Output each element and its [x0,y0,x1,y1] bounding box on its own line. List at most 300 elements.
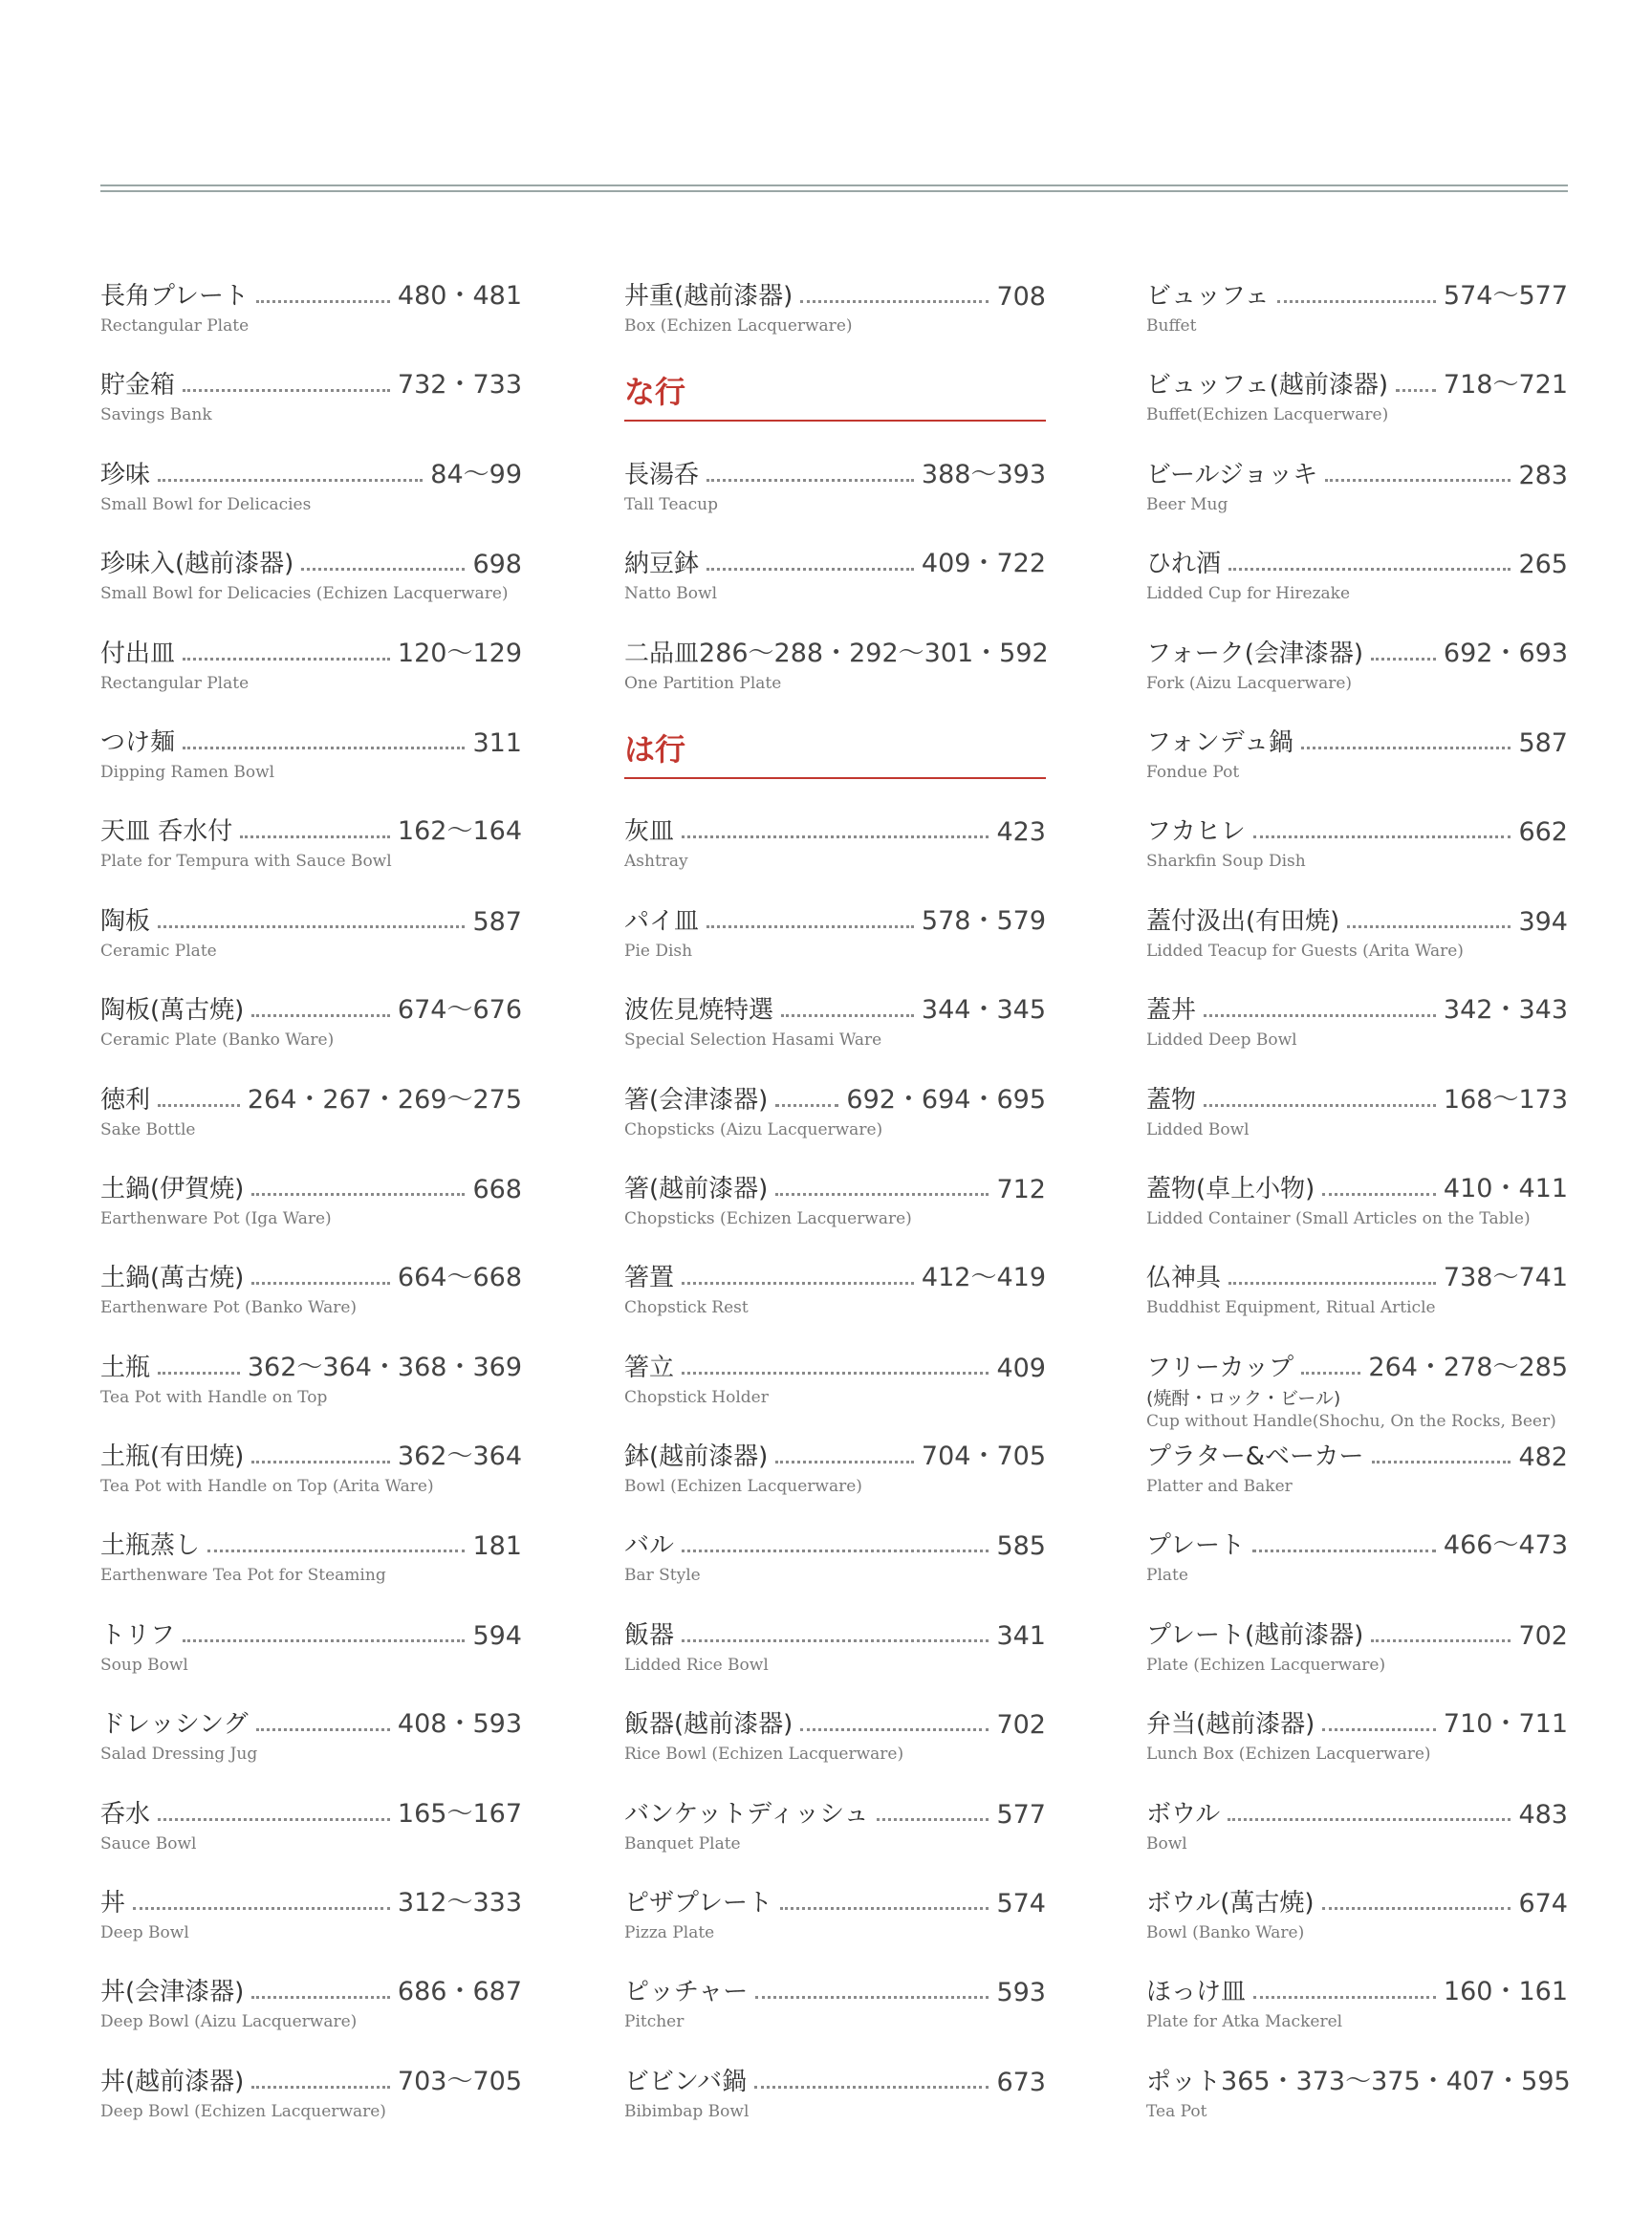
index-entry [100,456,522,545]
entry-pages: 410・411 [1443,1173,1568,1203]
entry-japanese-name: 長角プレート [100,282,249,311]
entry-pages: 312～333 [397,1888,522,1919]
entry-japanese-name: 鉢(越前漆器) [624,1442,769,1472]
entry-english-name: Tea Pot with Handle on Top [100,1387,328,1407]
entry-pages: 732・733 [397,370,522,401]
index-entry [100,1705,522,1794]
index-entry [100,366,522,455]
entry-pages: 702 [1518,1620,1568,1651]
index-entry [624,456,1046,545]
entry-english-name: Bowl (Echizen Lacquerware) [624,1477,862,1497]
section-title: は行 [624,730,686,768]
entry-pages: 409 [996,1353,1046,1383]
entry-japanese-name: ピッチャー [624,1978,749,2007]
entry-english-name: Tea Pot [1146,2101,1207,2121]
entry-english-name: Tea Pot with Handle on Top (Arita Ware) [100,1477,434,1497]
entry-line [624,1527,1046,1561]
entry-english-name: One Partition Plate [624,673,782,693]
dot-leader [251,1193,465,1196]
index-entry [624,277,1046,366]
index-entry [1146,1705,1568,1794]
index-entry [1146,277,1568,366]
entry-english-name: Deep Bowl (Echizen Lacquerware) [100,2101,386,2121]
entry-line [624,456,1046,490]
entry-english-name: Small Bowl for Delicacies [100,494,312,514]
entry-line [1146,1884,1568,1919]
entry-line [100,1170,522,1204]
entry-line [624,1438,1046,1472]
entry-japanese-name: 仏神具 [1146,1264,1222,1293]
entry-japanese-name: 徳利 [100,1085,151,1115]
entry-pages: 585 [996,1531,1046,1562]
entry-line [100,1081,522,1116]
entry-japanese-name: ボウル [1146,1799,1221,1829]
entry-line [1146,366,1568,401]
entry-english-name: Buffet [1146,316,1197,336]
index-entry [1146,813,1568,901]
dot-leader [1322,1907,1511,1910]
entry-line [624,545,1046,579]
top-rule [100,184,1568,192]
dot-leader [780,1907,989,1910]
entry-japanese-name: バンケットディッシュ [624,1799,869,1829]
entry-english-name: Pizza Plate [624,1923,715,1943]
index-column-3 [1146,277,1571,2152]
entry-english-name: Cup without Handle(Shochu, On the Rocks, Beer) [1146,1411,1556,1431]
entry-english-name: Sake Bottle [100,1119,196,1139]
dot-leader [183,389,390,392]
dot-leader [133,1907,390,1910]
entry-japanese-name: 納豆鉢 [624,550,700,579]
index-entry [100,1170,522,1259]
entry-line [1146,1170,1568,1204]
entry-pages: 686・687 [397,1977,522,2007]
entry-japanese-name: 陶板(萬古焼) [100,996,245,1026]
dot-leader [1228,1282,1436,1285]
entry-line [1146,1795,1568,1830]
entry-english-name: Deep Bowl (Aizu Lacquerware) [100,2012,358,2032]
entry-line [100,1884,522,1919]
entry-pages: 84～99 [430,459,522,489]
entry-pages: 674～676 [397,995,522,1026]
dot-leader [1301,747,1511,749]
entry-english-name: Earthenware Pot (Banko Ware) [100,1298,358,1318]
entry-line [100,902,522,937]
entry-pages: 341 [996,1620,1046,1651]
entry-line [1146,991,1568,1026]
dot-leader [251,1461,390,1463]
entry-pages: 264・267・269～275 [247,1084,522,1115]
entry-english-name: Lidded Bowl [1146,1119,1250,1139]
entry-japanese-name: プレート(越前漆器) [1146,1620,1364,1650]
index-entry [1146,724,1568,813]
index-entry [1146,366,1568,455]
entry-line [1146,1616,1568,1651]
entry-japanese-name: ポット [1146,2067,1222,2096]
dot-leader [1253,835,1511,838]
dot-leader [775,1104,838,1107]
index-entry [100,991,522,1080]
entry-japanese-name: 土鍋(伊賀焼) [100,1174,245,1203]
entry-english-name: Buffet(Echizen Lacquerware) [1146,405,1389,425]
entry-line [624,1170,1046,1204]
dot-leader [800,300,989,303]
entry-japanese-name: 長湯呑 [624,460,700,489]
dot-leader [251,2086,390,2089]
entry-japanese-name: フォーク(会津漆器) [1146,639,1363,668]
entry-pages: 710・711 [1443,1709,1568,1740]
index-entry [624,1884,1046,1973]
dot-leader [755,1996,989,1999]
dot-leader [682,1550,989,1552]
entry-line [100,1616,522,1651]
index-column-2 [624,277,1049,2152]
entry-japanese-name: 土瓶(有田焼) [100,1442,245,1472]
index-entry [100,1438,522,1527]
dot-leader [1371,658,1436,661]
entry-line [100,545,522,579]
entry-line [100,277,522,312]
index-entry [624,1349,1046,1438]
entry-english-name: Dipping Ramen Bowl [100,762,275,782]
entry-pages: 283 [1518,460,1568,490]
entry-line [100,1438,522,1472]
entry-english-name: Natto Bowl [624,584,718,604]
dot-leader [706,568,914,571]
dot-leader [158,479,423,482]
index-entry [1146,1349,1568,1438]
index-entry [1146,635,1568,724]
index-entry [100,635,522,724]
entry-japanese-name: 箸置 [624,1264,675,1293]
entry-japanese-name: 丼 [100,1889,126,1919]
entry-pages: 587 [472,906,522,937]
entry-english-name: Lidded Deep Bowl [1146,1030,1297,1051]
dot-leader [1228,568,1511,571]
entry-pages: 160・161 [1443,1977,1568,2007]
entry-english-name: Chopstick Rest [624,1298,749,1318]
entry-english-name: Chopsticks (Echizen Lacquerware) [624,1208,912,1228]
entry-pages: 311 [472,727,522,758]
entry-english-name: Plate (Echizen Lacquerware) [1146,1655,1386,1675]
entry-japanese-name: つけ麺 [100,727,176,757]
index-entry [624,1527,1046,1615]
index-entry [624,1795,1046,1884]
entry-pages: 703～705 [397,2066,522,2096]
index-entry [100,277,522,366]
index-entry [100,902,522,991]
entry-pages: 692・694・695 [846,1084,1046,1115]
index-entry [100,1616,522,1705]
dot-leader [251,1014,390,1017]
entry-line [624,902,1046,937]
entry-pages: 423 [996,817,1046,848]
dot-leader [1322,1193,1436,1196]
entry-english-name: Fondue Pot [1146,762,1240,782]
dot-leader [1204,1104,1436,1107]
entry-line [1146,1259,1568,1293]
entry-line [624,813,1046,847]
index-entry [1146,1081,1568,1170]
entry-line [624,2063,1046,2097]
entry-pages: 594 [472,1620,522,1651]
entry-pages: 673 [996,2067,1046,2097]
entry-pages: 708 [996,282,1046,312]
entry-pages: 342・343 [1443,995,1568,1026]
entry-english-name: Bowl [1146,1833,1187,1854]
entry-pages: 408・593 [397,1709,522,1740]
index-entry [624,2063,1046,2152]
entry-japanese-name: 付出皿 [100,639,176,668]
entry-japanese-name: 蓋物 [1146,1085,1197,1115]
entry-line [100,1795,522,1830]
entry-pages: 264・278～285 [1368,1352,1568,1382]
index-entry [100,1527,522,1615]
entry-english-name: Special Selection Hasami Ware [624,1030,882,1051]
index-entry [1146,1973,1568,2062]
entry-line [100,635,522,669]
entry-line [100,991,522,1026]
entry-japanese-name: トリフ [100,1620,176,1650]
entry-english-name: Bowl (Banko Ware) [1146,1923,1305,1943]
dot-leader [781,1014,914,1017]
entry-english-name: Beer Mug [1146,494,1228,514]
entry-japanese-name: 飯器 [624,1620,675,1650]
entry-pages: 738～741 [1443,1263,1568,1293]
entry-line [100,1705,522,1740]
entry-pages: 362～364 [397,1442,522,1472]
entry-pages: 593 [996,1978,1046,2008]
index-entry [1146,1438,1568,1527]
entry-pages: 668 [472,1174,522,1204]
entry-english-name: Fork (Aizu Lacquerware) [1146,673,1353,693]
entry-pages: 712 [996,1174,1046,1204]
dot-leader [183,747,465,749]
entry-line [100,2063,522,2097]
entry-pages: 578・579 [921,905,1046,936]
section-header [624,366,1046,455]
entry-pages: 702 [996,1710,1046,1741]
entry-english-name: Lunch Box (Echizen Lacquerware) [1146,1745,1431,1765]
entry-japanese-name: 珍味 [100,460,151,489]
entry-line [1146,1081,1568,1116]
entry-english-name: Pie Dish [624,941,693,961]
entry-pages: 480・481 [397,281,522,311]
entry-pages: 344・345 [921,995,1046,1026]
index-entry [624,1259,1046,1348]
entry-pages: 574～577 [1443,281,1568,311]
dot-leader [682,1372,989,1375]
dot-leader [251,1282,390,1285]
entry-line [624,1081,1046,1116]
index-entry [1146,545,1568,634]
index-entry [100,813,522,901]
entry-pages: 662 [1518,817,1568,848]
entry-japanese-name: プレート [1146,1531,1245,1561]
entry-japanese-name: 二品皿 [624,639,700,668]
entry-line [624,1349,1046,1383]
entry-japanese-name: 天皿 呑水付 [100,817,233,847]
dot-leader [706,925,914,928]
entry-japanese-name: ビュッフェ [1146,282,1270,311]
entry-english-name: Savings Bank [100,405,212,425]
entry-japanese-name: ビュッフェ(越前漆器) [1146,371,1388,401]
entry-pages: 286～288・292～301・592 [699,638,1049,668]
dot-leader [158,925,465,928]
entry-english-name: Sauce Bowl [100,1833,197,1854]
dot-leader [775,1193,989,1196]
index-entry [624,813,1046,901]
dot-leader [775,1461,914,1463]
index-entry [624,545,1046,634]
entry-line [1146,277,1568,312]
dot-leader [800,1728,989,1731]
entry-japanese-name: パイ皿 [624,906,700,936]
entry-line [1146,724,1568,758]
entry-english-name: Earthenware Pot (Iga Ware) [100,1208,332,1228]
entry-subtitle: (焼酎・ロック・ビール) [1146,1387,1341,1409]
index-entry [1146,991,1568,1080]
entry-line [624,277,1046,312]
entry-english-name: Pitcher [624,2012,685,2032]
entry-english-name: Soup Bowl [100,1655,188,1675]
dot-leader [301,568,465,571]
entry-pages: 165～167 [397,1798,522,1829]
dot-leader [1253,1996,1436,1999]
entry-pages: 482 [1518,1442,1568,1473]
entry-japanese-name: 土鍋(萬古焼) [100,1264,245,1293]
index-entry [100,724,522,813]
entry-pages: 466～473 [1443,1530,1568,1561]
dot-leader [682,1282,914,1285]
entry-line [1146,2063,1571,2097]
entry-japanese-name: フリーカップ [1146,1353,1294,1382]
index-entry [100,1795,522,1884]
entry-pages: 674 [1518,1889,1568,1919]
entry-english-name: Ceramic Plate [100,941,217,961]
entry-japanese-name: ビビンバ鍋 [624,2067,748,2096]
entry-pages: 409・722 [921,549,1046,579]
entry-english-name: Buddhist Equipment, Ritual Article [1146,1298,1436,1318]
entry-english-name: Deep Bowl [100,1923,189,1943]
dot-leader [877,1818,989,1821]
entry-japanese-name: 弁当(越前漆器) [1146,1710,1315,1740]
entry-japanese-name: 陶板 [100,906,151,936]
entry-line [624,1795,1046,1830]
index-entry [1146,1527,1568,1615]
entry-english-name: Tall Teacup [624,494,718,514]
entry-pages: 362～364・368・369 [247,1352,522,1382]
entry-english-name: Lidded Cup for Hirezake [1146,584,1351,604]
entry-line [624,1973,1046,2007]
dot-leader [1301,1372,1360,1375]
entry-pages: 181 [472,1531,522,1562]
entry-line [1146,1438,1568,1472]
entry-english-name: Box (Echizen Lacquerware) [624,316,853,336]
index-entry [1146,456,1568,545]
entry-line [624,1259,1046,1293]
entry-japanese-name: ひれ酒 [1146,550,1222,579]
entry-japanese-name: 箸立 [624,1353,675,1382]
entry-japanese-name: 蓋物(卓上小物) [1146,1174,1315,1203]
entry-japanese-name: 貯金箱 [100,371,176,401]
entry-line [100,813,522,847]
entry-japanese-name: 丼(会津漆器) [100,1978,245,2007]
entry-japanese-name: バル [624,1531,675,1561]
entry-line [624,991,1046,1026]
entry-line [100,1527,522,1561]
dot-leader [256,1728,390,1731]
dot-leader [207,1550,465,1552]
entry-line [624,1705,1046,1740]
index-entry [624,635,1049,724]
entry-english-name: Lidded Rice Bowl [624,1655,769,1675]
entry-english-name: Rectangular Plate [100,316,250,336]
entry-pages: 265 [1518,550,1568,580]
entry-english-name: Lidded Teacup for Guests (Arita Ware) [1146,941,1464,961]
index-entry [1146,2063,1571,2152]
dot-leader [158,1104,240,1107]
entry-line [1146,813,1568,847]
entry-english-name: Plate [1146,1566,1188,1586]
entry-english-name: Chopsticks (Aizu Lacquerware) [624,1119,883,1139]
entry-line [100,1973,522,2007]
entry-english-name: Plate for Tempura with Sauce Bowl [100,852,392,872]
index-entry [100,1884,522,1973]
dot-leader [1252,1550,1436,1552]
entry-english-name: Bibimbap Bowl [624,2101,750,2121]
entry-pages: 692・693 [1443,638,1568,668]
entry-english-name: Ceramic Plate (Banko Ware) [100,1030,335,1051]
index-entry [624,1973,1046,2062]
entry-japanese-name: ボウル(萬古焼) [1146,1889,1315,1919]
entry-pages: 718～721 [1443,370,1568,401]
entry-pages: 704・705 [921,1442,1046,1472]
entry-pages: 162～164 [397,816,522,847]
entry-line [1146,902,1568,937]
entry-pages: 388～393 [921,459,1046,489]
dot-leader [1277,300,1436,303]
entry-japanese-name: 珍味入(越前漆器) [100,550,294,579]
entry-japanese-name: フカヒレ [1146,817,1246,847]
entry-english-name: Small Bowl for Delicacies (Echizen Lacquerware) [100,584,509,604]
entry-japanese-name: フォンデュ鍋 [1146,727,1293,757]
entry-pages: 698 [472,550,522,580]
entry-pages: 587 [1518,727,1568,758]
index-entry [100,1349,522,1438]
section-title: な行 [624,374,686,411]
dot-leader [240,835,390,838]
entry-japanese-name: 呑水 [100,1799,151,1829]
index-entry [1146,1795,1568,1884]
entry-english-name: Chopstick Holder [624,1387,769,1407]
dot-leader [1325,479,1511,482]
entry-line [1146,1349,1568,1383]
entry-english-name: Ashtray [624,852,688,872]
entry-english-name: Bar Style [624,1566,701,1586]
entry-japanese-name: 土瓶 [100,1353,151,1382]
entry-japanese-name: 箸(会津漆器) [624,1085,769,1115]
dot-leader [1347,925,1511,928]
entry-pages: 412～419 [921,1263,1046,1293]
index-entry [624,1705,1046,1794]
dot-leader [256,300,390,303]
entry-japanese-name: ビールジョッキ [1146,460,1318,489]
index-entry [100,1259,522,1348]
index-entry [1146,902,1568,991]
index-entry [100,2063,522,2152]
entry-english-name: Banquet Plate [624,1833,741,1854]
